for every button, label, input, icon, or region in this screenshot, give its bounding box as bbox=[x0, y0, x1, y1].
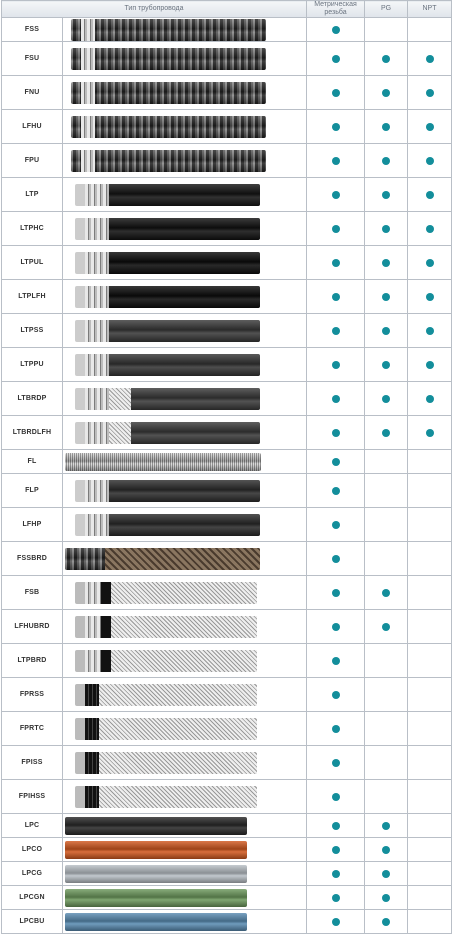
npt-dot-icon bbox=[426, 123, 434, 131]
table-row bbox=[2, 178, 452, 212]
header-pg: PG bbox=[365, 1, 408, 18]
metric-cell bbox=[307, 910, 365, 934]
table-row bbox=[2, 18, 452, 42]
conduit-name: LTPSS bbox=[2, 314, 63, 348]
conduit-image bbox=[63, 246, 307, 280]
npt-cell bbox=[408, 280, 452, 314]
metric-dot-icon bbox=[332, 870, 340, 878]
pg-cell bbox=[365, 178, 408, 212]
pg-cell bbox=[365, 508, 408, 542]
conduit-table bbox=[1, 0, 452, 934]
npt-cell bbox=[408, 862, 452, 886]
pg-dot-icon bbox=[382, 225, 390, 233]
pg-cell bbox=[365, 610, 408, 644]
metric-dot-icon bbox=[332, 26, 340, 34]
metric-dot-icon bbox=[332, 846, 340, 854]
npt-cell bbox=[408, 42, 452, 76]
npt-cell bbox=[408, 910, 452, 934]
metric-dot-icon bbox=[332, 487, 340, 495]
table-row bbox=[2, 838, 452, 862]
conduit-name: LFHP bbox=[2, 508, 63, 542]
metric-dot-icon bbox=[332, 429, 340, 437]
conduit-image bbox=[63, 314, 307, 348]
npt-dot-icon bbox=[426, 429, 434, 437]
npt-cell bbox=[408, 348, 452, 382]
metric-cell bbox=[307, 862, 365, 886]
conduit-image bbox=[63, 780, 307, 814]
conduit-name: LPCO bbox=[2, 838, 63, 862]
npt-cell bbox=[408, 110, 452, 144]
header-npt: NPT bbox=[408, 1, 452, 18]
conduit-name: LTPPU bbox=[2, 348, 63, 382]
npt-dot-icon bbox=[426, 361, 434, 369]
metric-dot-icon bbox=[332, 395, 340, 403]
conduit-image bbox=[63, 862, 307, 886]
conduit-name: LPCGN bbox=[2, 886, 63, 910]
metric-cell bbox=[307, 474, 365, 508]
pg-cell bbox=[365, 910, 408, 934]
table-row bbox=[2, 474, 452, 508]
metric-cell bbox=[307, 314, 365, 348]
metric-dot-icon bbox=[332, 822, 340, 830]
conduit-image bbox=[63, 212, 307, 246]
metric-cell bbox=[307, 348, 365, 382]
conduit-image bbox=[63, 576, 307, 610]
metric-dot-icon bbox=[332, 55, 340, 63]
pg-dot-icon bbox=[382, 361, 390, 369]
pg-dot-icon bbox=[382, 822, 390, 830]
metric-cell bbox=[307, 144, 365, 178]
conduit-image bbox=[63, 144, 307, 178]
npt-cell bbox=[408, 178, 452, 212]
table-row bbox=[2, 416, 452, 450]
pg-cell bbox=[365, 780, 408, 814]
metric-cell bbox=[307, 416, 365, 450]
npt-cell bbox=[408, 814, 452, 838]
pg-cell bbox=[365, 862, 408, 886]
table-row bbox=[2, 542, 452, 576]
pg-dot-icon bbox=[382, 623, 390, 631]
table-row bbox=[2, 712, 452, 746]
metric-dot-icon bbox=[332, 589, 340, 597]
pg-dot-icon bbox=[382, 395, 390, 403]
pg-dot-icon bbox=[382, 589, 390, 597]
conduit-image bbox=[63, 76, 307, 110]
npt-cell bbox=[408, 76, 452, 110]
npt-cell bbox=[408, 644, 452, 678]
conduit-name: LFHU bbox=[2, 110, 63, 144]
table-row bbox=[2, 746, 452, 780]
table-row bbox=[2, 212, 452, 246]
npt-dot-icon bbox=[426, 89, 434, 97]
npt-cell bbox=[408, 212, 452, 246]
conduit-name: LTPHC bbox=[2, 212, 63, 246]
npt-cell bbox=[408, 542, 452, 576]
table-row bbox=[2, 576, 452, 610]
npt-cell bbox=[408, 712, 452, 746]
npt-dot-icon bbox=[426, 395, 434, 403]
metric-cell bbox=[307, 838, 365, 862]
table-row bbox=[2, 110, 452, 144]
conduit-image bbox=[63, 18, 307, 42]
metric-dot-icon bbox=[332, 521, 340, 529]
conduit-name: FSS bbox=[2, 18, 63, 42]
npt-cell bbox=[408, 474, 452, 508]
conduit-image bbox=[63, 610, 307, 644]
conduit-image bbox=[63, 910, 307, 934]
pg-cell bbox=[365, 474, 408, 508]
conduit-image bbox=[63, 746, 307, 780]
metric-cell bbox=[307, 280, 365, 314]
metric-cell bbox=[307, 576, 365, 610]
conduit-name: LTBRDLFH bbox=[2, 416, 63, 450]
pg-dot-icon bbox=[382, 846, 390, 854]
table-row bbox=[2, 910, 452, 934]
conduit-image bbox=[63, 678, 307, 712]
conduit-name: LPCBU bbox=[2, 910, 63, 934]
table-row bbox=[2, 610, 452, 644]
header-row bbox=[2, 1, 452, 18]
pg-cell bbox=[365, 542, 408, 576]
conduit-image bbox=[63, 42, 307, 76]
pg-cell bbox=[365, 110, 408, 144]
npt-dot-icon bbox=[426, 55, 434, 63]
conduit-image bbox=[63, 814, 307, 838]
table-row bbox=[2, 314, 452, 348]
conduit-image bbox=[63, 178, 307, 212]
conduit-name: LFHUBRD bbox=[2, 610, 63, 644]
pg-cell bbox=[365, 18, 408, 42]
pg-cell bbox=[365, 678, 408, 712]
metric-cell bbox=[307, 18, 365, 42]
metric-dot-icon bbox=[332, 759, 340, 767]
pg-cell bbox=[365, 416, 408, 450]
npt-cell bbox=[408, 450, 452, 474]
table-row bbox=[2, 814, 452, 838]
npt-cell bbox=[408, 678, 452, 712]
pg-cell bbox=[365, 644, 408, 678]
conduit-name: FL bbox=[2, 450, 63, 474]
conduit-image bbox=[63, 838, 307, 862]
pg-cell bbox=[365, 746, 408, 780]
metric-dot-icon bbox=[332, 191, 340, 199]
conduit-image bbox=[63, 280, 307, 314]
npt-dot-icon bbox=[426, 327, 434, 335]
conduit-name: FSB bbox=[2, 576, 63, 610]
metric-dot-icon bbox=[332, 793, 340, 801]
pg-cell bbox=[365, 212, 408, 246]
metric-cell bbox=[307, 42, 365, 76]
table-row bbox=[2, 450, 452, 474]
metric-dot-icon bbox=[332, 458, 340, 466]
metric-cell bbox=[307, 746, 365, 780]
pg-dot-icon bbox=[382, 259, 390, 267]
npt-cell bbox=[408, 576, 452, 610]
pg-dot-icon bbox=[382, 429, 390, 437]
npt-cell bbox=[408, 746, 452, 780]
table-row bbox=[2, 644, 452, 678]
pg-cell bbox=[365, 314, 408, 348]
npt-cell bbox=[408, 246, 452, 280]
conduit-name: FPRSS bbox=[2, 678, 63, 712]
npt-cell bbox=[408, 508, 452, 542]
header-type: Тип трубопровода bbox=[2, 1, 307, 18]
table-row bbox=[2, 348, 452, 382]
metric-cell bbox=[307, 178, 365, 212]
metric-dot-icon bbox=[332, 89, 340, 97]
conduit-image bbox=[63, 110, 307, 144]
metric-cell bbox=[307, 780, 365, 814]
metric-cell bbox=[307, 508, 365, 542]
conduit-name: LTPBRD bbox=[2, 644, 63, 678]
conduit-name: LTP bbox=[2, 178, 63, 212]
table-row bbox=[2, 382, 452, 416]
metric-cell bbox=[307, 542, 365, 576]
metric-dot-icon bbox=[332, 157, 340, 165]
conduit-name: LPCG bbox=[2, 862, 63, 886]
conduit-name: LPC bbox=[2, 814, 63, 838]
pg-dot-icon bbox=[382, 894, 390, 902]
conduit-image bbox=[63, 382, 307, 416]
conduit-name: FPIHSS bbox=[2, 780, 63, 814]
pg-cell bbox=[365, 576, 408, 610]
npt-cell bbox=[408, 382, 452, 416]
pg-dot-icon bbox=[382, 55, 390, 63]
conduit-name: FLP bbox=[2, 474, 63, 508]
metric-cell bbox=[307, 678, 365, 712]
pg-cell bbox=[365, 42, 408, 76]
conduit-image bbox=[63, 508, 307, 542]
conduit-image bbox=[63, 542, 307, 576]
pg-dot-icon bbox=[382, 123, 390, 131]
pg-cell bbox=[365, 246, 408, 280]
npt-cell bbox=[408, 144, 452, 178]
pg-cell bbox=[365, 348, 408, 382]
metric-cell bbox=[307, 450, 365, 474]
pg-cell bbox=[365, 76, 408, 110]
metric-cell bbox=[307, 76, 365, 110]
conduit-image bbox=[63, 644, 307, 678]
conduit-name: FSU bbox=[2, 42, 63, 76]
table-row bbox=[2, 508, 452, 542]
npt-dot-icon bbox=[426, 157, 434, 165]
metric-dot-icon bbox=[332, 623, 340, 631]
table-row bbox=[2, 678, 452, 712]
conduit-name: LTBRDP bbox=[2, 382, 63, 416]
conduit-name: FSSBRD bbox=[2, 542, 63, 576]
pg-dot-icon bbox=[382, 293, 390, 301]
metric-dot-icon bbox=[332, 259, 340, 267]
pg-dot-icon bbox=[382, 89, 390, 97]
pg-cell bbox=[365, 838, 408, 862]
npt-dot-icon bbox=[426, 293, 434, 301]
npt-dot-icon bbox=[426, 191, 434, 199]
metric-dot-icon bbox=[332, 691, 340, 699]
pg-cell bbox=[365, 382, 408, 416]
header-metric: Метрическая резьба bbox=[307, 1, 365, 18]
table-row bbox=[2, 780, 452, 814]
npt-cell bbox=[408, 314, 452, 348]
conduit-name: FNU bbox=[2, 76, 63, 110]
metric-cell bbox=[307, 712, 365, 746]
metric-dot-icon bbox=[332, 361, 340, 369]
pg-dot-icon bbox=[382, 327, 390, 335]
table-row bbox=[2, 280, 452, 314]
metric-cell bbox=[307, 610, 365, 644]
pg-dot-icon bbox=[382, 918, 390, 926]
conduit-image bbox=[63, 416, 307, 450]
conduit-image bbox=[63, 712, 307, 746]
metric-dot-icon bbox=[332, 657, 340, 665]
pg-cell bbox=[365, 814, 408, 838]
conduit-name: FPRTC bbox=[2, 712, 63, 746]
metric-cell bbox=[307, 110, 365, 144]
table-row bbox=[2, 42, 452, 76]
npt-cell bbox=[408, 838, 452, 862]
table-row bbox=[2, 76, 452, 110]
pg-cell bbox=[365, 450, 408, 474]
metric-cell bbox=[307, 246, 365, 280]
conduit-image bbox=[63, 348, 307, 382]
metric-cell bbox=[307, 382, 365, 416]
npt-dot-icon bbox=[426, 259, 434, 267]
table-row bbox=[2, 246, 452, 280]
conduit-image bbox=[63, 450, 307, 474]
conduit-name: LTPLFH bbox=[2, 280, 63, 314]
conduit-name: FPISS bbox=[2, 746, 63, 780]
metric-cell bbox=[307, 814, 365, 838]
npt-cell bbox=[408, 780, 452, 814]
table-row bbox=[2, 862, 452, 886]
metric-dot-icon bbox=[332, 327, 340, 335]
pg-dot-icon bbox=[382, 157, 390, 165]
pg-cell bbox=[365, 144, 408, 178]
pg-dot-icon bbox=[382, 191, 390, 199]
npt-cell bbox=[408, 610, 452, 644]
pg-cell bbox=[365, 280, 408, 314]
metric-cell bbox=[307, 644, 365, 678]
metric-dot-icon bbox=[332, 894, 340, 902]
metric-dot-icon bbox=[332, 225, 340, 233]
metric-dot-icon bbox=[332, 918, 340, 926]
npt-dot-icon bbox=[426, 225, 434, 233]
npt-cell bbox=[408, 416, 452, 450]
table-row bbox=[2, 144, 452, 178]
metric-dot-icon bbox=[332, 123, 340, 131]
metric-cell bbox=[307, 212, 365, 246]
pg-dot-icon bbox=[382, 870, 390, 878]
conduit-image bbox=[63, 474, 307, 508]
metric-dot-icon bbox=[332, 555, 340, 563]
conduit-name: LTPUL bbox=[2, 246, 63, 280]
conduit-name: FPU bbox=[2, 144, 63, 178]
metric-dot-icon bbox=[332, 725, 340, 733]
pg-cell bbox=[365, 712, 408, 746]
metric-dot-icon bbox=[332, 293, 340, 301]
npt-cell bbox=[408, 18, 452, 42]
